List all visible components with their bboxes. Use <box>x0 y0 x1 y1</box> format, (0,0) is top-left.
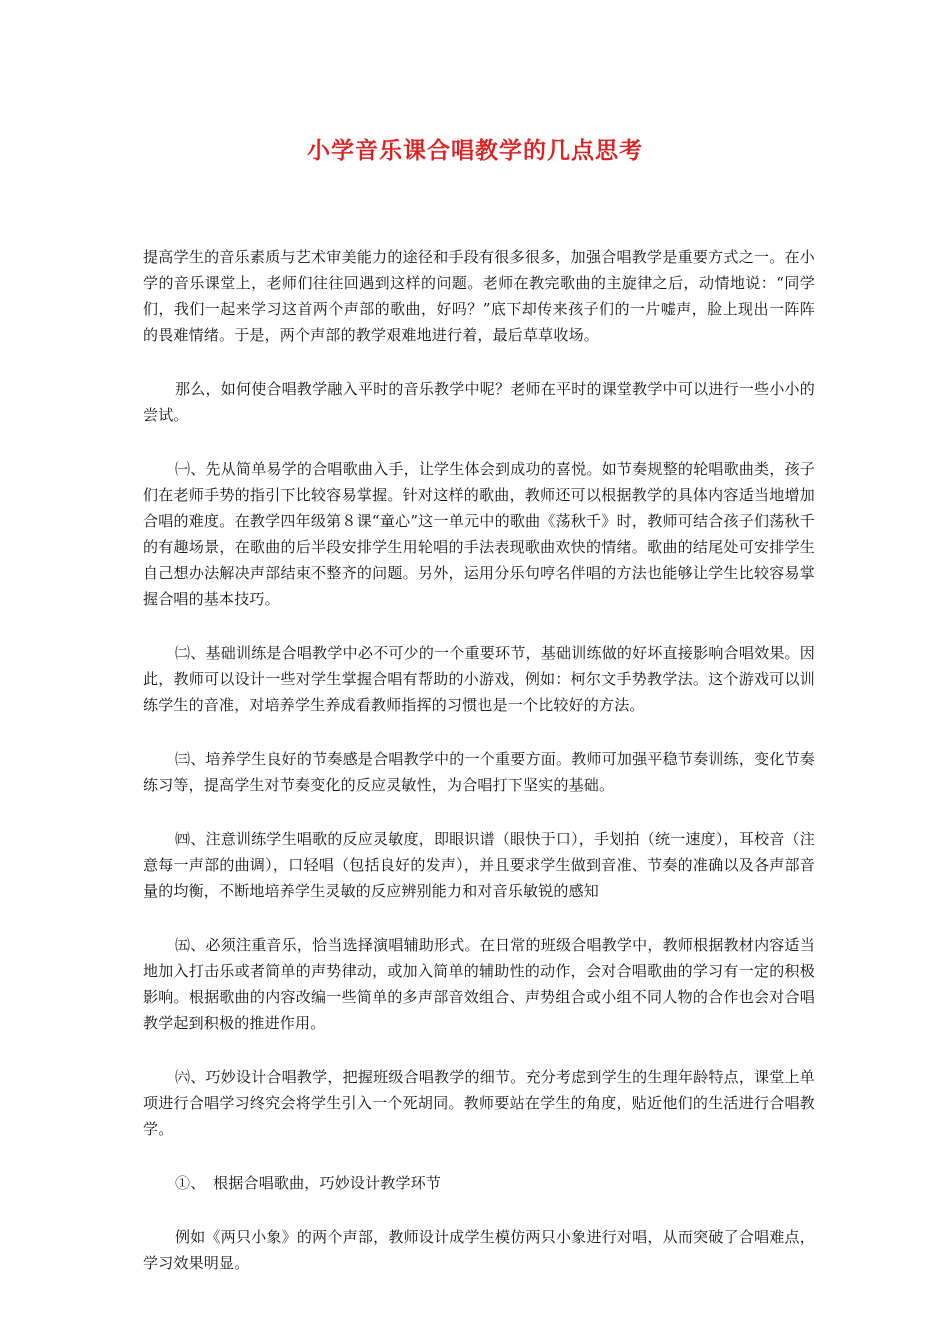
point-6-paragraph: ㈥、巧妙设计合唱教学，把握班级合唱教学的细节。充分考虑到学生的生理年龄特点，课堂上单项进行合唱学习终究会将学生引入一个死胡同。教师要站在学生的角度，贴近他们的生活进行合唱教学。 <box>143 1068 815 1138</box>
paragraph-gap <box>143 798 815 826</box>
example-paragraph: 例如《两只小象》的两个声部，教师设计成学生模仿两只小象进行对唱，从而突破了合唱难点，学习效果明显。 <box>143 1228 815 1272</box>
point-3-paragraph: ㈢、培养学生良好的节奏感是合唱教学中的一个重要方面。教师可加强平稳节奏训练，变化节奏练习等，提高学生对节奏变化的反应灵敏性，为合唱打下坚实的基础。 <box>143 750 815 794</box>
paragraph-gap <box>143 1142 815 1170</box>
document-title: 小学音乐课合唱教学的几点思考 <box>307 138 643 164</box>
paragraph-gap <box>143 428 815 456</box>
paragraph-gap <box>143 718 815 746</box>
sub-point-1-heading: ①、 根据合唱歌曲，巧妙设计教学环节 <box>175 1174 442 1192</box>
point-4-paragraph: ㈣、注意训练学生唱歌的反应灵敏度，即眼识谱（眼快于口），手划拍（统一速度），耳校音（注意每一声部的曲调），口轻唱（包括良好的发声），并且要求学生做到音准、节奏的准确以及各声部音量的均衡，不断地培养学生灵敏的反应辨别能力和对音乐敏锐的感知 <box>143 830 815 900</box>
point-2-paragraph: ㈡、基础训练是合唱教学中必不可少的一个重要环节，基础训练做的好坏直接影响合唱效果。因此，教师可以设计一些对学生掌握合唱有帮助的小游戏，例如：柯尔文手势教学法。这个游戏可以训练学生的音准，对培养学生养成看教师指挥的习惯也是一个比较好的方法。 <box>143 644 815 714</box>
paragraph-gap <box>143 612 815 640</box>
intro-paragraph: 提高学生的音乐素质与艺术审美能力的途径和手段有很多很多，加强合唱教学是重要方式之一。在小学的音乐课堂上，老师们往往回遇到这样的问题。老师在教完歌曲的主旋律之后，动情地说：“同学们，我们一起来学习这首两个声部的歌曲，好吗？”底下却传来孩子们的一片嘘声，脸上现出一阵阵的畏难情绪。于是，两个声部的教学艰难地进行着，最后草草收场。 <box>143 248 815 344</box>
paragraph-gap <box>143 904 815 932</box>
paragraph-gap <box>143 1036 815 1064</box>
point-1-paragraph: ㈠、先从简单易学的合唱歌曲入手，让学生体会到成功的喜悦。如节奏规整的轮唱歌曲类，孩子们在老师手势的指引下比较容易掌握。针对这样的歌曲，教师还可以根据教学的具体内容适当地增加合唱的难度。在教学四年级第８课“童心”这一单元中的歌曲《荡秋千》时，教师可结合孩子们荡秋千的有趣场景，在歌曲的后半段安排学生用轮唱的手法表现歌曲欢快的情绪。歌曲的结尾处可安排学生自己想办法解决声部结束不整齐的问题。另外，运用分乐句哼名伴唱的方法也能够让学生比较容易掌握合唱的基本技巧。 <box>143 460 815 608</box>
document-body <box>143 244 815 1276</box>
point-5-paragraph: ㈤、必须注重音乐，恰当选择演唱辅助形式。在日常的班级合唱教学中，教师根据教材内容适当地加入打击乐或者简单的声势律动，或加入简单的辅助性的动作，会对合唱歌曲的学习有一定的积极影响。根据歌曲的内容改编一些简单的多声部音效组合、声势组合或小组不同人物的合作也会对合唱教学起到积极的推进作用。 <box>143 936 815 1032</box>
paragraph-gap <box>143 1196 815 1224</box>
paragraph-gap <box>143 348 815 376</box>
question-paragraph: 那么，如何使合唱教学融入平时的音乐教学中呢？老师在平时的课堂教学中可以进行一些小小的尝试。 <box>143 380 815 424</box>
